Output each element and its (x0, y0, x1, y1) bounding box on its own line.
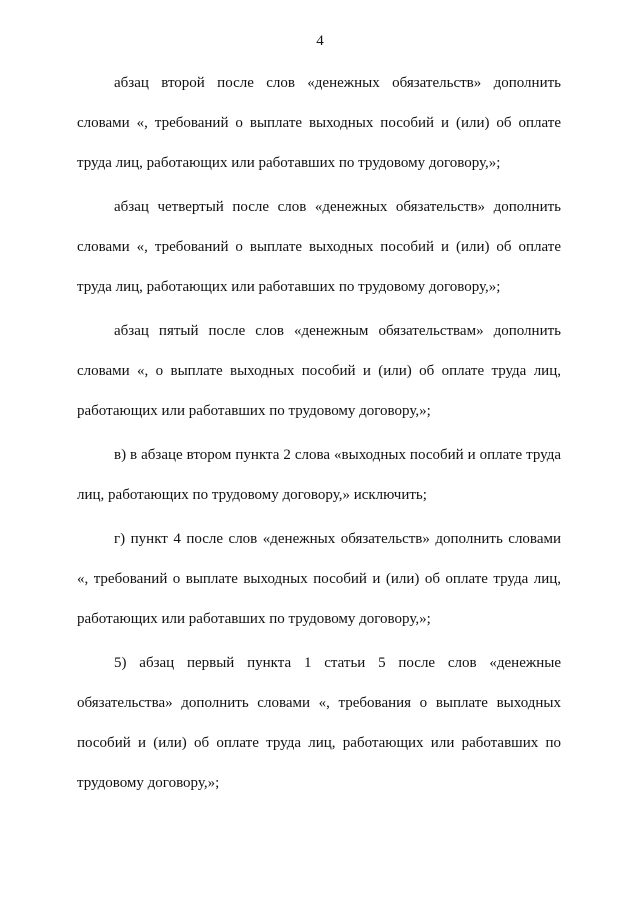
paragraph-item-v: в) в абзаце втором пункта 2 слова «выходных пособий и оплате труда лиц, работающих по трудовому договору,» исключить; (77, 447, 561, 503)
paragraph-abzac-chetvertyy: абзац четвертый после слов «денежных обязательств» дополнить словами «, требований о выплате выходных пособий и (или) об оплате труда лиц, работающих или работавших по трудовому договору,»; (77, 199, 561, 295)
paragraph-item-g: г) пункт 4 после слов «денежных обязательств» дополнить словами «, требований о выплате выходных пособий и (или) об оплате труда лиц, работающих или работавших по трудовому договору,»; (77, 531, 561, 627)
paragraph-abzac-pyatyy: абзац пятый после слов «денежным обязательствам» дополнить словами «, о выплате выходных пособий и (или) об оплате труда лиц, работающих или работавших по трудовому договору,»; (77, 323, 561, 419)
page-number: 4 (316, 33, 324, 49)
paragraph-abzac-vtoroy: абзац второй после слов «денежных обязательств» дополнить словами «, требований о выплате выходных пособий и (или) об оплате труда лиц, работающих или работавших по трудовому договору,»; (77, 75, 561, 171)
document-body (77, 63, 561, 807)
paragraph-item-5: 5) абзац первый пункта 1 статьи 5 после слов «денежные обязательства» дополнить словами «, требования о выплате выходных пособий и (или) об оплате труда лиц, работающих или работавших по трудовому договору,»; (77, 655, 561, 791)
